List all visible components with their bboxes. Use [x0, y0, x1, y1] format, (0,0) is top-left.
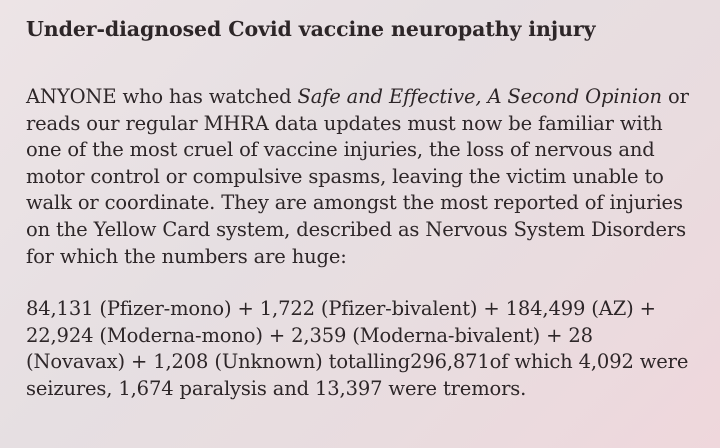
intro-rest-text: or reads our regular MHRA data updates must now be familiar with one of the most cruel of vaccine injuries, the loss of nervous and motor control or compulsive spasms, leaving the victim unable to walk or coordinate. They are amongst the most reported of injuries on the Yellow Card system, described as Nervous System Disorders for which the numbers are huge:	[26, 85, 689, 268]
intro-lead-text: ANYONE who has watched	[26, 85, 298, 108]
article-title: Under-diagnosed Covid vaccine neuropathy injury	[26, 17, 596, 41]
statistics-paragraph: 84,131 (Pfizer-mono) + 1,722 (Pfizer-bivalent) + 184,499 (AZ) + 22,924 (Moderna-mono) + 2,359 (Moderna-bivalent) + 28 (Novavax) + 1,208 (Unknown) totalling296,871of which 4,092 were seizures, 1,674 paralysis and 13,397 were tremors.	[26, 297, 689, 400]
intro-paragraph	[26, 84, 694, 270]
film-title: Safe and Effective, A Second Opinion	[297, 85, 662, 108]
